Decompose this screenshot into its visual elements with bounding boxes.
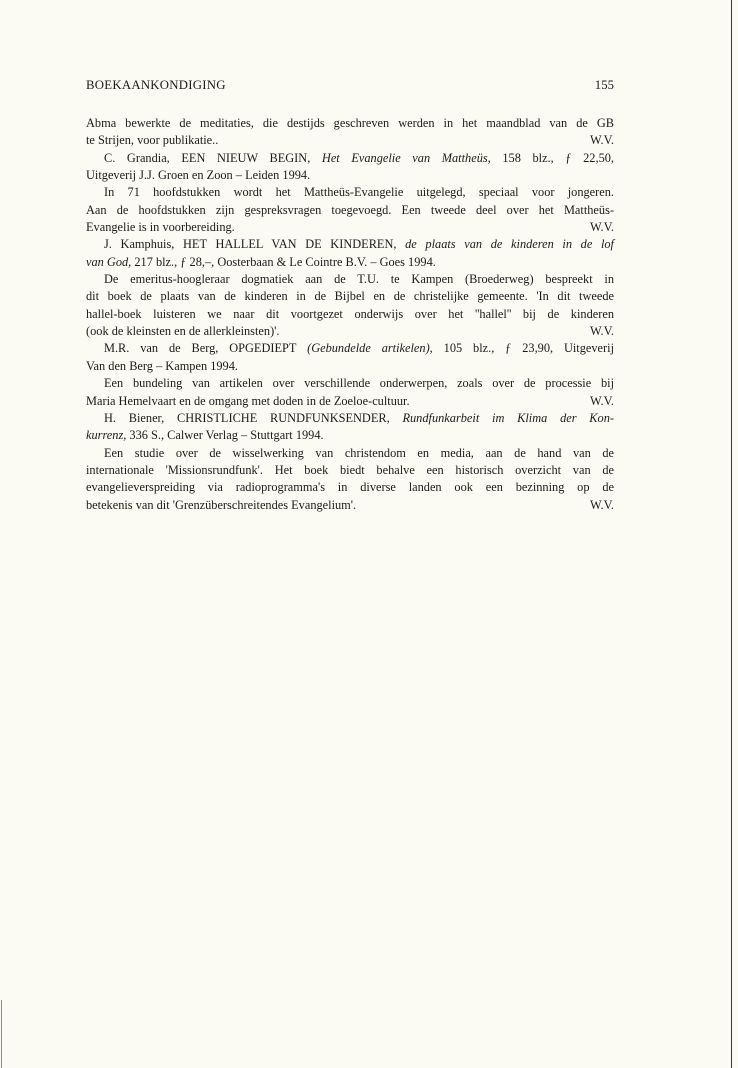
citation-line xyxy=(86,340,614,357)
citation-text: 105 blz., ƒ 23,90, Uitgeverij xyxy=(432,341,615,356)
review-line: te Strijen, voor publikatie.. xyxy=(86,133,219,148)
citation-line xyxy=(86,427,614,444)
review-line-signed xyxy=(86,497,614,514)
citation-text: C. Grandia, EEN NIEUW BEGIN, xyxy=(104,150,322,165)
review-line: Een bundeling van artikelen over verschillende onderwerpen, zoals over de processie bij xyxy=(104,376,614,391)
review-line: Maria Hemelvaart en de omgang met doden in de Zoeloe-cultuur. xyxy=(86,393,410,408)
review-line-signed xyxy=(86,132,614,149)
review-line: evangelieverspreiding via radioprogramma's in diverse landen ook een bezinning op de xyxy=(86,480,614,495)
review-line: Aan de hoofdstukken zijn gespreksvragen toegevoegd. Een tweede deel over het Mattheüs- xyxy=(86,202,614,217)
citation-text: J. Kamphuis, HET HALLEL VAN DE KINDEREN, xyxy=(104,237,406,252)
reviewer-initials: W.V. xyxy=(589,220,614,235)
reviewer-initials: W.V. xyxy=(589,497,614,512)
page-header xyxy=(86,78,614,98)
citation-title: kurrenz, xyxy=(86,428,127,443)
citation-line: Uitgeverij J.J. Groen en Zoon – Leiden 1994. xyxy=(86,168,311,183)
review-line: De emeritus-hoogleraar dogmatiek aan de T.U. te Kampen (Broederweg) bespreekt in xyxy=(104,272,614,287)
citation-line xyxy=(86,254,614,271)
citation-line: Van den Berg – Kampen 1994. xyxy=(86,358,238,373)
citation-text: 336 S., Calwer Verlag – Stuttgart 1994. xyxy=(126,428,324,443)
page-edge-left xyxy=(1,1000,2,1068)
reviewer-initials: W.V. xyxy=(589,133,614,148)
citation-title: Het Evangelie van Mattheüs, xyxy=(321,150,491,165)
review-line: Een studie over de wisselwerking van christendom en media, aan de hand van de xyxy=(104,445,614,460)
citation-text: M.R. van de Berg, OPGEDIEPT xyxy=(104,341,308,356)
review-line: hallel-boek luisteren we naar dit voortgezet onderwijs over het ''hallel'' bij de kinderen xyxy=(86,306,614,321)
citation-title: (Gebundelde artikelen), xyxy=(307,341,433,356)
review-line: internationale 'Missionsrundfunk'. Het boek biedt behalve een historisch overzicht van de xyxy=(86,462,614,477)
page-edge-right xyxy=(731,0,732,1068)
reviewer-initials: W.V. xyxy=(589,324,614,339)
citation-title: van God, xyxy=(86,254,132,269)
review-body xyxy=(86,115,614,514)
review-line: In 71 hoofdstukken wordt het Mattheüs-Evangelie uitgelegd, speciaal voor jongeren. xyxy=(104,185,614,200)
review-line-signed xyxy=(86,393,614,410)
citation-text: 217 blz., ƒ 28,–, Oosterbaan & Le Cointre B.V. – Goes 1994. xyxy=(131,254,436,269)
review-line: (ook de kleinsten en de allerkleinsten)'. xyxy=(86,324,280,339)
citation-title: Rundfunkarbeit im Klima der Kon- xyxy=(402,410,614,425)
citation-line xyxy=(86,150,614,167)
review-line: Evangelie is in voorbereiding. xyxy=(86,220,235,235)
citation-text: 158 blz., ƒ 22,50, xyxy=(490,150,614,165)
citation-line xyxy=(86,410,614,427)
review-line-signed xyxy=(86,219,614,236)
review-line: dit boek de plaats van de kinderen in de Bijbel en de christelijke gemeente. 'In dit tweede xyxy=(86,289,614,304)
citation-title: de plaats van de kinderen in de lof xyxy=(405,237,614,252)
reviewer-initials: W.V. xyxy=(589,393,614,408)
review-line-signed xyxy=(86,323,614,340)
review-line: betekenis van dit 'Grenzüberschreitendes Evangelium'. xyxy=(86,497,357,512)
review-line: Abma bewerkte de meditaties, die destijds geschreven werden in het maandblad van de GB xyxy=(86,116,614,130)
running-head: BOEKAANKONDIGING xyxy=(86,78,226,92)
citation-line xyxy=(86,236,614,253)
citation-text: H. Biener, CHRISTLICHE RUNDFUNKSENDER, xyxy=(104,410,403,425)
page-number: 155 xyxy=(594,78,614,92)
